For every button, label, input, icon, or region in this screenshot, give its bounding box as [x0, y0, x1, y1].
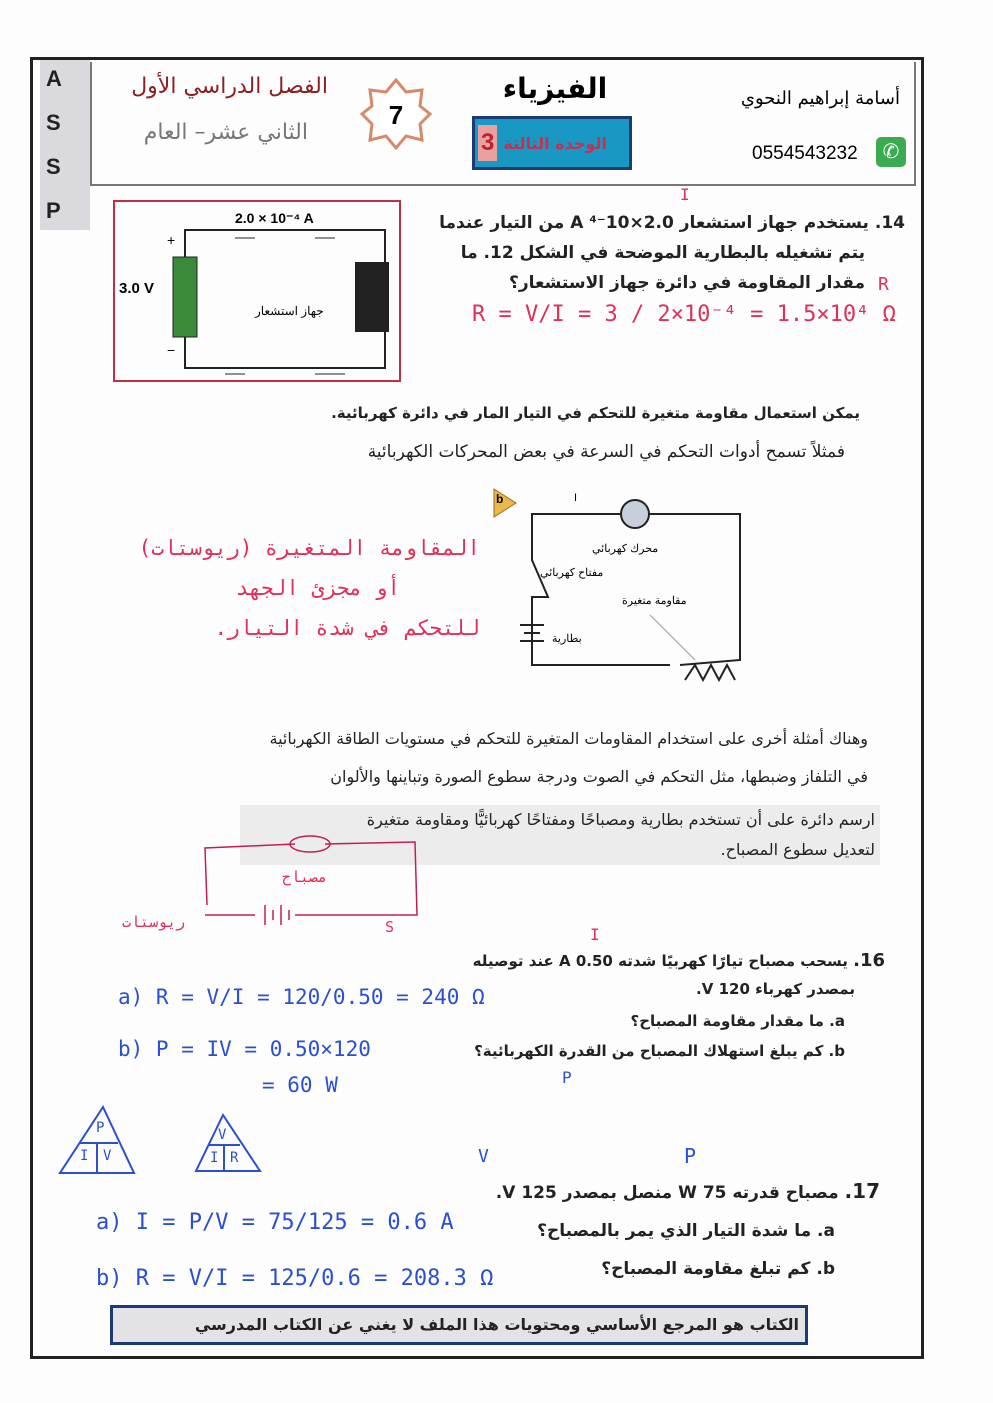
- question-part-a: a. ما مقدار مقاومة المصباح؟: [630, 1012, 845, 1030]
- footer-notice: الكتاب هو المرجع الأساسي ومحتويات هذا الملف لا يغني عن الكتاب المدرسي: [110, 1305, 808, 1345]
- question-16: [440, 947, 885, 1065]
- triangle-label: I: [210, 1150, 219, 1166]
- page-number: 7: [388, 100, 404, 130]
- handwritten-line: المقاومة المتغيرة (ريوستات): [138, 536, 480, 560]
- figure-12: [113, 200, 401, 382]
- triangle-label: V: [103, 1148, 112, 1164]
- handwritten-line: للتحكم في شدة التيار.: [214, 616, 480, 640]
- handwritten-label: ريوستات: [122, 913, 186, 931]
- figure-badge-b: b: [496, 492, 504, 506]
- handwritten-label: S: [385, 918, 395, 936]
- voltage-label: 3.0 V: [119, 280, 155, 297]
- phone-number: 0554543232: [752, 143, 858, 164]
- question-number: 17.: [844, 1179, 880, 1203]
- handwritten-answer: = 60 W: [262, 1073, 338, 1097]
- question-text: مقدار المقاومة في دائرة جهاز الاستشعار؟: [508, 273, 865, 293]
- switch-label: مفتاح كهربائي: [540, 567, 604, 579]
- handwritten-note: P: [562, 1068, 572, 1087]
- triangle-label: P: [96, 1120, 105, 1136]
- question-17: [440, 1172, 880, 1288]
- handwritten-answer: b) R = V/I = 125/0.6 = 208.3 Ω: [96, 1266, 494, 1291]
- handwritten-answer: a) R = V/I = 120/0.50 = 240 Ω: [118, 985, 485, 1009]
- assp-sidebar: [40, 60, 90, 230]
- sidebar-letter: A: [46, 66, 62, 91]
- author-name: أسامة إبراهيم النحوي: [740, 88, 900, 109]
- unit-banner: [472, 116, 632, 170]
- question-text: مصباح قدرته 75 W منصل بمصدر 125 V.: [495, 1183, 839, 1203]
- handwritten-note: I: [680, 185, 690, 204]
- handwritten-line: أو مجزئ الجهد: [235, 576, 400, 600]
- triangle-label: R: [230, 1150, 239, 1166]
- minus-sign: −: [167, 342, 176, 358]
- question-14: [405, 208, 905, 298]
- intro-text: فمثلاً تسمح أدوات التحكم في السرعة في بعض المحركات الكهربائية: [367, 442, 845, 462]
- question-part-b: b. كم يبلغ استهلاك المصباح من القدرة الكهربائية؟: [474, 1042, 845, 1060]
- task-text: ارسم دائرة على أن تستخدم بطارية ومصباحًا ومفتاحًا كهربائيًّا ومقاومة متغيرة: [366, 810, 875, 829]
- handwritten-label: مصباح: [282, 868, 328, 886]
- handwritten-note: V: [478, 1146, 489, 1167]
- examples-text: [110, 720, 868, 796]
- sidebar-letter: S: [46, 110, 61, 135]
- plus-sign: +: [167, 232, 176, 248]
- formula-triangles-icon: [58, 1105, 268, 1177]
- sensor-circuit-diagram: [115, 202, 399, 380]
- device-label: جهاز استشعار: [255, 304, 324, 318]
- question-part-a: a. ما شدة التيار الذي يمر بالمصباح؟: [537, 1221, 835, 1241]
- current-arrow-label: I: [574, 492, 578, 504]
- question-text: يسحب مصباح تيارًا كهربيًا شدته 0.50 A عند توصيله: [472, 952, 848, 970]
- handwritten-answer: b) P = IV = 0.50×120: [118, 1037, 371, 1061]
- intro-text: يمكن استعمال مقاومة متغيرة للتحكم في التيار المار في دائرة كهربائية.: [331, 404, 860, 422]
- motor-circuit-diagram: [490, 485, 750, 695]
- sidebar-letter: P: [46, 198, 61, 223]
- triangle-label: V: [218, 1127, 227, 1143]
- paragraph-line: وهناك أمثلة أخرى على استخدام المقاومات المتغيرة للتحكم في مستويات الطاقة الكهربائية: [269, 729, 868, 748]
- handwritten-answer: a) I = P/V = 75/125 = 0.6 A: [96, 1210, 454, 1235]
- handwritten-rheostat-note: [120, 528, 480, 648]
- triangle-label: I: [80, 1148, 89, 1164]
- motor-label: محرك كهربائي: [592, 543, 659, 555]
- question-number: 16.: [853, 950, 885, 971]
- unit-number: 3: [478, 125, 497, 161]
- question-text: بمصدر كهرباء 120 V.: [696, 980, 855, 998]
- rheostat-label: مقاومة متغيرة: [622, 595, 687, 607]
- unit-label: الوحدة الثالثة: [503, 133, 607, 153]
- handwritten-note: P: [684, 1144, 697, 1168]
- question-part-b: b. كم تبلغ مقاومة المصباح؟: [601, 1259, 835, 1279]
- task-text: لتعديل سطوع المصباح.: [720, 840, 875, 859]
- paragraph-line: في التلفاز وضبطها، مثل التحكم في الصوت ودرجة سطوع الصورة وتباينها والألوان: [330, 767, 868, 786]
- semester-label: الفصل الدراسي الأول: [131, 74, 328, 99]
- question-text: يستخدم جهاز استشعار 2.0×10⁻⁴ A من التيار عندما: [439, 213, 869, 233]
- phone-icon: ✆: [876, 137, 906, 167]
- current-label: 2.0 × 10⁻⁴ A: [235, 210, 314, 226]
- grade-label: الثاني عشر– العام: [143, 120, 308, 145]
- question-text: يتم تشغيله بالبطارية الموضحة في الشكل 12. ما: [460, 243, 865, 263]
- handwritten-note: R: [878, 274, 889, 295]
- question-number: 14.: [874, 213, 905, 233]
- handwritten-answer: R = V/I = 3 / 2×10⁻⁴ = 1.5×10⁴ Ω: [472, 302, 896, 327]
- sidebar-letter: S: [46, 154, 61, 179]
- battery-label: بطارية: [552, 633, 582, 645]
- handwritten-note: I: [590, 925, 600, 944]
- subject-title: الفيزياء: [502, 72, 608, 105]
